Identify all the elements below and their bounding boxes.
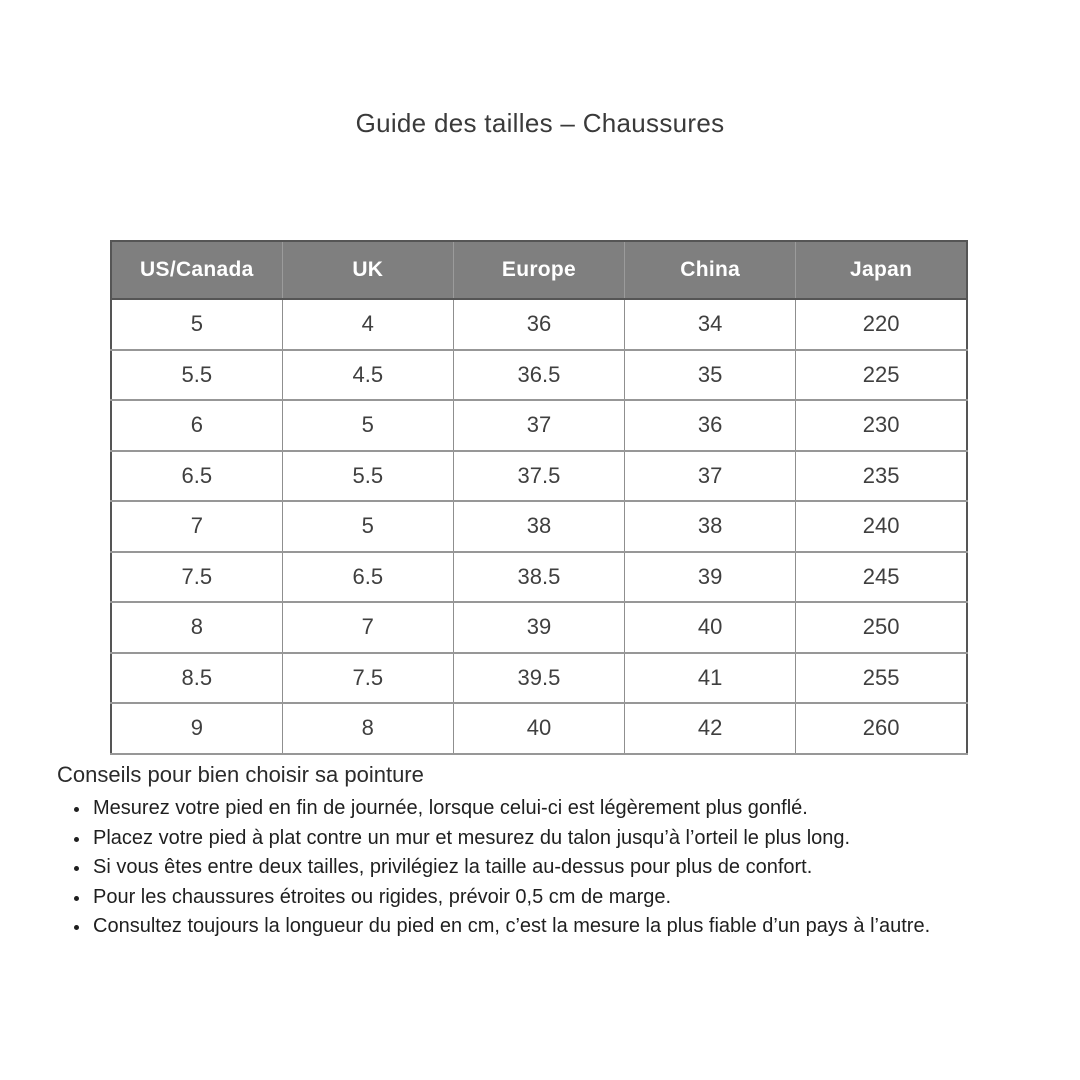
table-cell: 255 [796,653,967,704]
table-cell: 6 [111,400,282,451]
table-cell: 245 [796,552,967,603]
table-cell: 40 [453,703,624,754]
table-cell: 7 [111,501,282,552]
tip-item: • Consultez toujours la longueur du pied en cm, c’est la mesure la plus fiable d’un pays à l’autre. [91,912,1047,942]
table-cell: 235 [796,451,967,502]
table-header-row [111,241,967,299]
table-cell: 38 [453,501,624,552]
table-cell: 5 [111,299,282,350]
table-cell: 250 [796,602,967,653]
table-cell: 5.5 [111,350,282,401]
column-header: US/Canada [111,241,282,299]
table-cell: 36 [625,400,796,451]
size-table-container [110,240,968,755]
table-row [111,350,967,401]
table-body [111,299,967,754]
table-cell: 37 [453,400,624,451]
table-cell: 36 [453,299,624,350]
tip-item: • Mesurez votre pied en fin de journée, lorsque celui-ci est légèrement plus gonflé. [91,794,1047,824]
table-row [111,653,967,704]
table-cell: 260 [796,703,967,754]
table-cell: 240 [796,501,967,552]
table-row [111,552,967,603]
tips-list [57,794,1047,942]
table-cell: 8 [282,703,453,754]
tip-item: • Si vous êtes entre deux tailles, privilégiez la taille au-dessus pour plus de confort. [91,853,1047,883]
size-table [110,240,968,755]
table-cell: 37.5 [453,451,624,502]
table-cell: 39.5 [453,653,624,704]
tip-item: • Pour les chaussures étroites ou rigides, prévoir 0,5 cm de marge. [91,883,1047,913]
table-cell: 4.5 [282,350,453,401]
tips-heading: Conseils pour bien choisir sa pointure [57,762,424,787]
table-cell: 38 [625,501,796,552]
table-cell: 39 [453,602,624,653]
table-cell: 225 [796,350,967,401]
table-cell: 35 [625,350,796,401]
table-cell: 40 [625,602,796,653]
table-cell: 7 [282,602,453,653]
table-cell: 5.5 [282,451,453,502]
table-row [111,299,967,350]
table-cell: 5 [282,501,453,552]
page-title: Guide des tailles – Chaussures [355,108,725,138]
table-row [111,602,967,653]
table-cell: 36.5 [453,350,624,401]
tips-section [57,760,1047,942]
table-row [111,501,967,552]
column-header: Europe [453,241,624,299]
table-cell: 6.5 [111,451,282,502]
table-cell: 37 [625,451,796,502]
table-cell: 5 [282,400,453,451]
table-cell: 7.5 [282,653,453,704]
table-row [111,400,967,451]
table-cell: 38.5 [453,552,624,603]
table-cell: 8 [111,602,282,653]
table-cell: 6.5 [282,552,453,603]
table-cell: 9 [111,703,282,754]
table-cell: 42 [625,703,796,754]
column-header: Japan [796,241,967,299]
column-header: UK [282,241,453,299]
tip-item: • Placez votre pied à plat contre un mur et mesurez du talon jusqu’à l’orteil le plus long. [91,824,1047,854]
table-row [111,703,967,754]
table-cell: 39 [625,552,796,603]
column-header: China [625,241,796,299]
table-cell: 220 [796,299,967,350]
table-row [111,451,967,502]
table-cell: 230 [796,400,967,451]
table-cell: 4 [282,299,453,350]
table-cell: 7.5 [111,552,282,603]
table-header [111,241,967,299]
table-cell: 41 [625,653,796,704]
table-cell: 8.5 [111,653,282,704]
table-cell: 34 [625,299,796,350]
